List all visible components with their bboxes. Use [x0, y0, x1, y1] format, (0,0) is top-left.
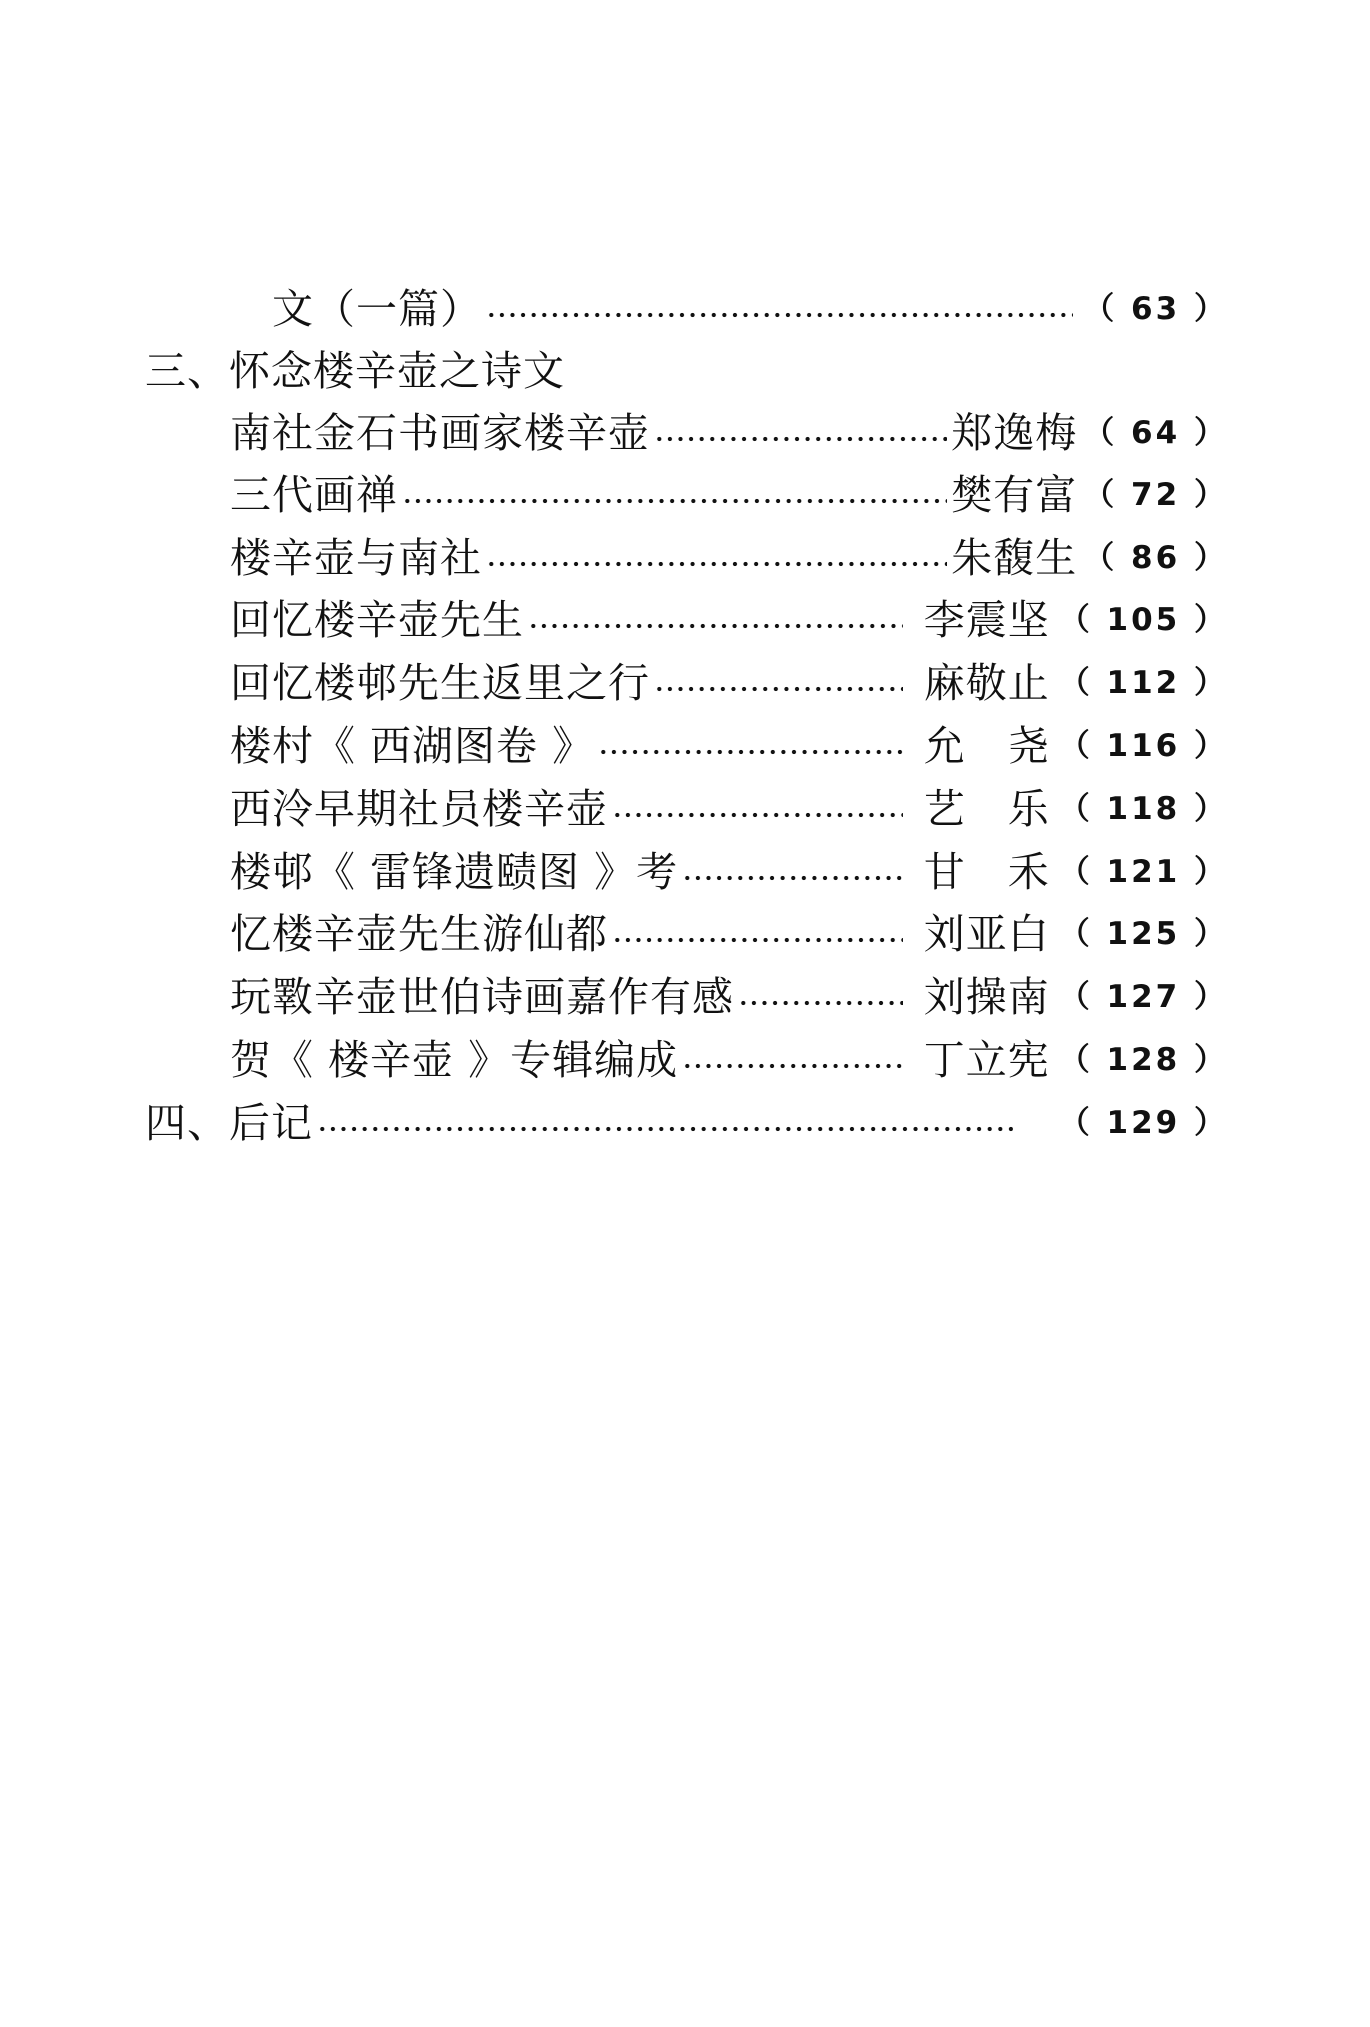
toc-entry-author: 艺 乐: [923, 785, 1050, 833]
dot-leader: [402, 467, 947, 523]
toc-entry-title: 贺《 楼辛壶 》专辑编成: [230, 1036, 679, 1084]
dot-leader: [598, 718, 903, 774]
dot-leader: [654, 405, 947, 461]
toc-entry: [230, 655, 1228, 711]
toc-entry: [230, 1032, 1228, 1088]
toc-entry: [230, 906, 1228, 962]
toc-page-number: （ 127 ）: [1058, 979, 1228, 1015]
toc-page-number: （ 129 ）: [1058, 1105, 1228, 1141]
dot-leader: [654, 655, 903, 711]
toc-entry-author: 允 尧: [923, 722, 1050, 770]
toc-page-number: （ 125 ）: [1058, 916, 1228, 952]
toc-entry-title: 楼村《 西湖图卷 》: [230, 722, 595, 770]
toc-entry-title: 回忆楼邨先生返里之行: [230, 659, 650, 707]
dot-leader: [317, 1095, 1013, 1151]
toc-page-number: （ 86 ）: [1083, 540, 1228, 576]
dot-leader: [612, 781, 903, 837]
toc-entry-author: 朱馥生: [951, 534, 1078, 582]
toc-entry: [230, 718, 1228, 774]
toc-entry-author: 郑逸梅: [951, 409, 1078, 457]
toc-page-number: （ 72 ）: [1083, 477, 1228, 513]
toc-entry: [230, 405, 1228, 461]
toc-entry-continuation: [272, 281, 1228, 337]
toc-entry-title: 西泠早期社员楼辛壶: [230, 785, 608, 833]
toc-entry-title: 忆楼辛壶先生游仙都: [230, 910, 608, 958]
toc-entry: [230, 592, 1228, 648]
toc-entry-author: 李震坚: [923, 596, 1050, 644]
toc-entry-title: 南社金石书画家楼辛壶: [230, 409, 650, 457]
dot-leader: [738, 969, 903, 1025]
toc-entry-title: 楼辛壶与南社: [230, 534, 482, 582]
dot-leader: [682, 1032, 903, 1088]
toc-page-number: （ 118 ）: [1058, 791, 1228, 827]
toc-page-number: （ 128 ）: [1058, 1042, 1228, 1078]
toc-entry: [230, 467, 1228, 523]
toc-entry: [230, 844, 1228, 900]
toc-page-number: （ 64 ）: [1083, 415, 1228, 451]
dot-leader: [682, 844, 903, 900]
toc-entry-author: 刘亚白: [923, 910, 1050, 958]
toc-entry-author: 麻敬止: [923, 659, 1050, 707]
toc-page-number: （ 63 ）: [1083, 291, 1228, 327]
dot-leader: [486, 530, 947, 586]
toc-entry-author: 甘 禾: [923, 848, 1050, 896]
toc-entry-title: 文（一篇）: [272, 285, 482, 333]
toc-page-number: （ 116 ）: [1058, 728, 1228, 764]
toc-entry-author: 樊有富: [951, 471, 1078, 519]
toc-entry-title: 三代画禅: [230, 471, 398, 519]
toc-entry-author: 丁立宪: [923, 1036, 1050, 1084]
toc-entry-section-four: [145, 1095, 1228, 1151]
dot-leader: [612, 906, 903, 962]
toc-page-number: （ 112 ）: [1058, 665, 1228, 701]
dot-leader: [528, 592, 903, 648]
toc-entry-title: 回忆楼辛壶先生: [230, 596, 524, 644]
section-heading-four: 四、后记: [145, 1099, 313, 1147]
toc-entry: [230, 969, 1228, 1025]
toc-entry-author: 刘操南: [923, 973, 1050, 1021]
dot-leader: [486, 281, 1073, 337]
toc-entry: [230, 530, 1228, 586]
toc-page-number: （ 121 ）: [1058, 854, 1228, 890]
toc-entry-title: 玩斁辛壶世伯诗画嘉作有感: [230, 973, 734, 1021]
toc-entry: [230, 781, 1228, 837]
toc-page-number: （ 105 ）: [1058, 602, 1228, 638]
section-heading-three: 三、怀念楼辛壶之诗文: [145, 347, 565, 395]
toc-entry-title: 楼邨《 雷锋遗赜图 》考: [230, 848, 679, 896]
